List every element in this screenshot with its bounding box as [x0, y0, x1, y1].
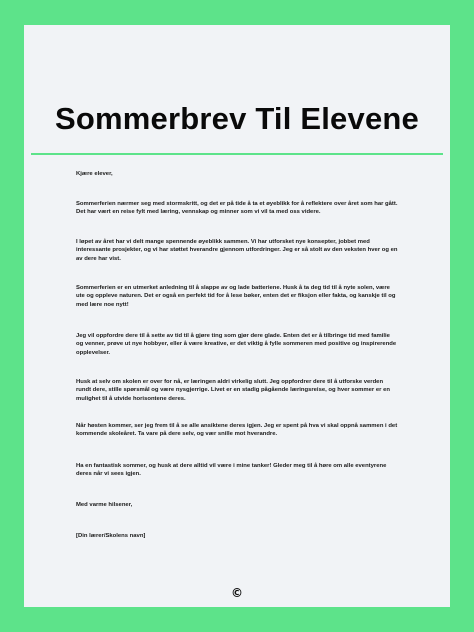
letter-closing: Med varme hilsener, [76, 502, 133, 508]
letter-greeting: Kjære elever, [76, 171, 113, 177]
letter-paragraph: Sommerferien nærmer seg med stormskritt, og det er på tide å ta et øyeblikk for å reflektere over året som har gått. Det har vært en reise fylt med læring, vennskap og minner som vi vil ta med oss videre. [76, 201, 398, 216]
letter-paragraph: Jeg vil oppfordre dere til å sette av tid til å gjøre ting som gjør dere glade. Enten det er å tilbringe tid med familie og venner, prøve ut nye hobbyer, eller å være kreative, er det viktig å fylle sommeren med positive og inspirerende opplevelser. [76, 333, 397, 356]
letter-paragraph: I løpet av året har vi delt mange spennende øyeblikk sammen. Vi har utforsket nye konsepter, jobbet med interessante prosjekter, og vi har støttet hverandre gjennom utfordringer. Jeg er så stolt av den veksten hver og en av dere har vist. [76, 239, 398, 262]
copyright-icon: © [231, 586, 243, 600]
letter-paragraph: Sommerferien er en utmerket anledning til å slappe av og lade batteriene. Husk å ta deg tid til å nyte solen, være ute og oppleve naturen. Det er også en perfekt tid for å lese bøker, enten det er fiksjon eller fakta, og kanskje til og med lære noe nytt! [76, 285, 396, 308]
title-divider [31, 153, 443, 155]
letter-signature: [Din lærer/Skolens navn] [76, 533, 146, 539]
letter-title: Sommerbrev Til Elevene [55, 101, 419, 136]
letter-paragraph: Når høsten kommer, ser jeg frem til å se alle ansiktene deres igjen. Jeg er spent på hva vi skal oppnå sammen i det kommende skoleåret. Ta vare på dere selv, og vær snille mot hverandre. [76, 423, 398, 438]
letter-paragraph: Husk at selv om skolen er over for nå, er læringen aldri virkelig slutt. Jeg oppfordrer dere til å utforske verden rundt dere, stille spørsmål og være nysgjerrige. Livet er en stadig pågående læringsreise, og hver sommer er en mulighet til å utvide horisontene deres. [76, 379, 390, 402]
letter-paragraph: Ha en fantastisk sommer, og husk at dere alltid vil være i mine tanker! Gleder meg til å høre om alle eventyrene deres når vi sees igjen. [76, 463, 387, 478]
letter-page [24, 25, 450, 607]
